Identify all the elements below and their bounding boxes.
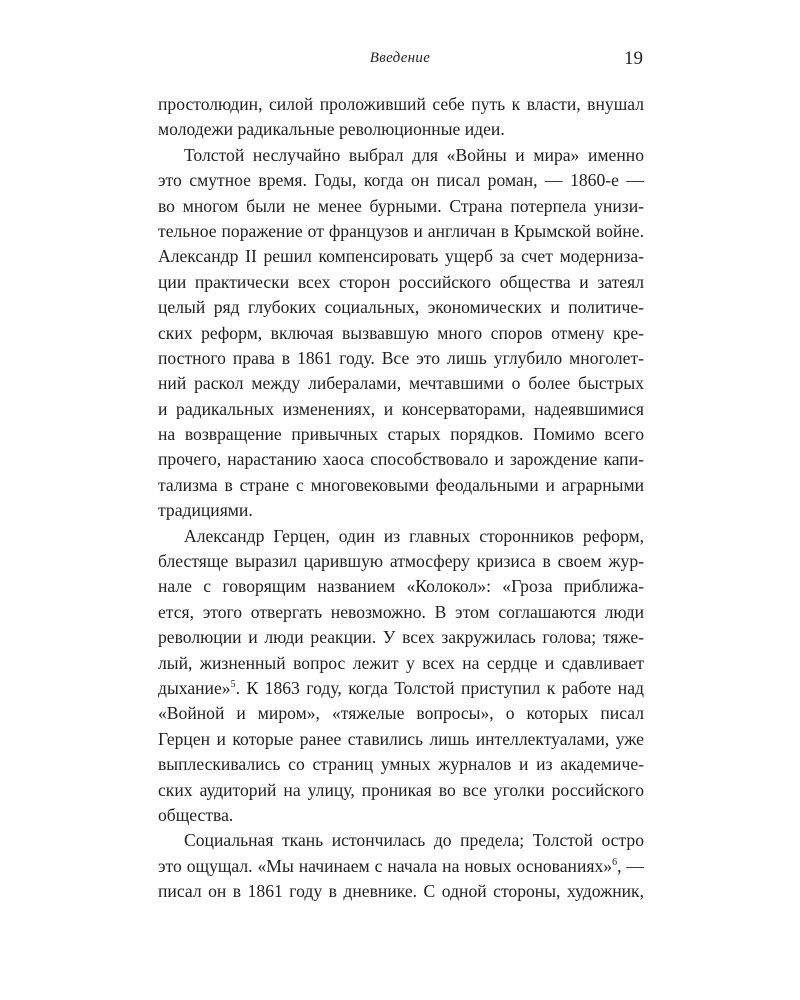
paragraph-first-line: Толстой неслучайно выбрал для «Войны и мира» именно — [184, 144, 644, 165]
text-line: Герцен и которые ранее ставились лишь интеллектуалами, уже — [158, 728, 644, 749]
text-line: прочего, нарастанию хаоса способствовало и зарождение капи- — [158, 449, 644, 470]
text-line: традициями. — [158, 500, 253, 521]
footnote-marker[interactable]: 5 — [230, 678, 236, 690]
text-line-with-footnote — [158, 676, 644, 701]
text-line: и радикальных изменениях, и консерваторами, надеявшимися — [158, 398, 644, 419]
text-line: писал он в 1861 году в дневнике. С одной стороны, художник, — [158, 881, 644, 902]
text-line: это смутное время. Годы, когда он писал роман, — 1860-е — — [158, 170, 644, 191]
text-line: лый, жизненный вопрос лежит у всех на сердце и сдавливает — [158, 652, 644, 673]
text-line: революции и люди реакции. У всех закружилась голова; тяже- — [158, 627, 644, 648]
text-line: ции практически всех сторон российского общества и затеял — [158, 271, 644, 292]
text-line: «Войной и миром», «тяжелые вопросы», о которых писал — [158, 703, 644, 724]
text-fragment: , — — [617, 855, 644, 876]
text-line: общества. — [158, 804, 234, 825]
running-title: Введение — [369, 50, 431, 66]
text-line: целый ряд глубоких социальных, экономических и политиче- — [158, 297, 644, 318]
text-line: постного права в 1861 году. Все это лишь углубило многолет- — [158, 347, 644, 368]
text-line: простолюдин, силой проложивший себе путь к власти, внушал — [158, 94, 644, 114]
text-line: тельное поражение от французов и англичан в Крымской войне. — [158, 220, 644, 241]
text-fragment: . К 1863 году, когда Толстой приступил к работе над — [235, 677, 644, 698]
text-line: блестяще выразил царившую атмосферу кризиса в своем жур- — [158, 551, 644, 572]
text-line: на возвращение привычных старых порядков. Помимо всего — [158, 424, 644, 445]
paragraph-first-line: Социальная ткань истончилась до предела; Толстой остро — [184, 830, 644, 851]
text-line: ется, этого отвергать невозможно. В этом соглашаются люди — [158, 601, 644, 622]
paragraph-first-line: Александр Герцен, один из главных сторонников реформ, — [184, 525, 644, 546]
text-line: ских аудиторий на улицу, проникая во все уголки российского — [158, 779, 644, 800]
text-line: тализма в стране с многовековыми феодальными и аграрными — [158, 474, 644, 495]
text-line: Александр II решил компенсировать ущерб за счет модерниза- — [158, 246, 644, 267]
text-line: нале с говорящим названием «Колокол»: «Гроза приближа- — [158, 576, 644, 597]
text-fragment: дыхание» — [158, 677, 231, 698]
text-line: выплескивались со страниц умных журналов и из академиче- — [158, 754, 644, 775]
text-line-with-footnote — [158, 854, 644, 879]
text-line: ских реформ, включая вызвавшую много споров отмену кре- — [158, 322, 644, 343]
text-fragment: это ощущал. «Мы начинаем с начала на новых основаниях» — [158, 855, 613, 876]
footnote-marker[interactable]: 6 — [612, 856, 618, 868]
running-head — [0, 48, 800, 70]
body-text — [158, 92, 644, 905]
text-line: во многом были не менее бурными. Страна потерпела унизи- — [158, 195, 644, 216]
text-line: ний раскол между либералами, мечтавшими о более быстрых — [158, 373, 644, 394]
text-line: молодежи радикальные революционные идеи. — [158, 119, 505, 140]
page-number: 19 — [624, 48, 643, 69]
